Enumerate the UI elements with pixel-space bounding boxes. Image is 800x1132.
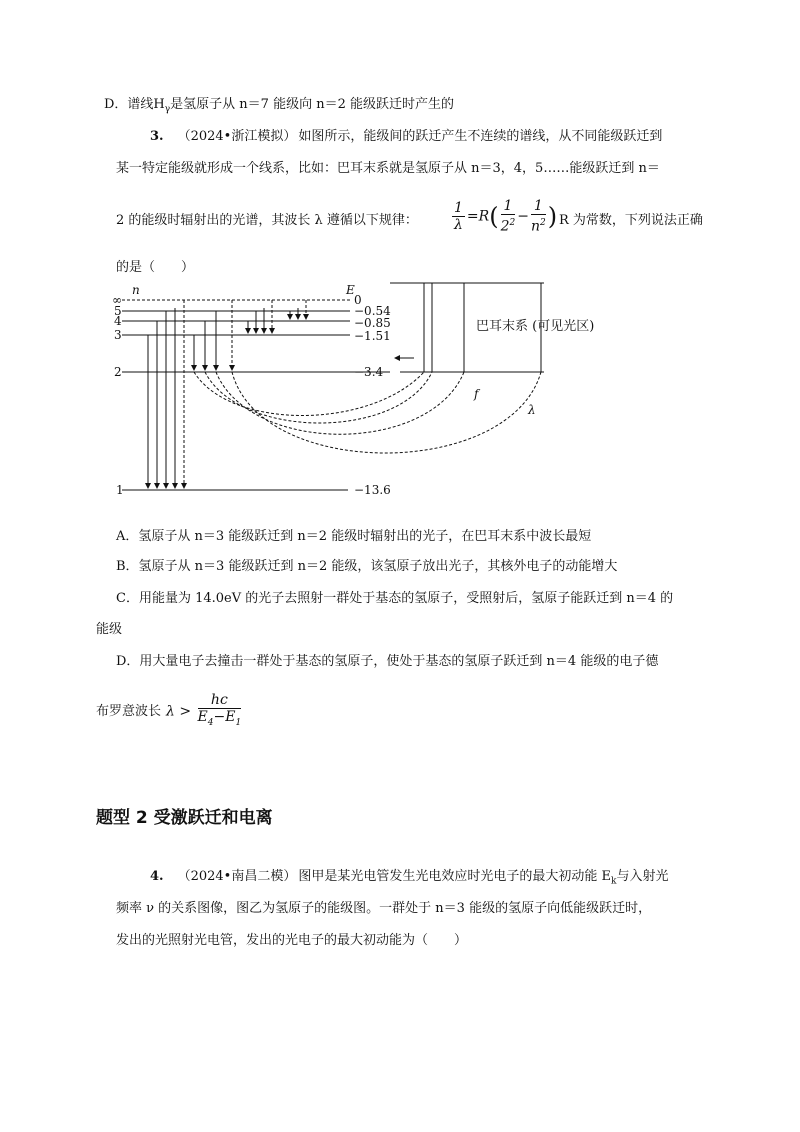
formula-rparen: ) bbox=[547, 202, 558, 231]
q4-line1-sub: k bbox=[610, 876, 617, 887]
prev-option-d bbox=[104, 96, 454, 119]
label-f: f bbox=[474, 387, 479, 401]
formula-t1-exp: 2 bbox=[509, 218, 516, 228]
d-formula-gt: > bbox=[179, 703, 192, 720]
level-e-4: −0.85 bbox=[354, 316, 391, 330]
q4-line1 bbox=[150, 868, 668, 891]
level-n-3: 3 bbox=[114, 328, 122, 342]
balmer-series-label: 巴耳末系 (可见光区) bbox=[476, 319, 595, 334]
q4-source: （2024•南昌二模） bbox=[177, 869, 297, 884]
q3-line1 bbox=[150, 128, 662, 146]
q3-option-d-tail: 布罗意波长 bbox=[96, 704, 162, 719]
q3-line3-pre: 2 的能级时辐射出的光谱，其波长 λ 遵循以下规律： bbox=[116, 213, 418, 228]
section-heading: 题型 2 受激跃迁和电离 bbox=[96, 808, 273, 828]
e-axis-label: E bbox=[346, 283, 355, 297]
formula-t1-num: 1 bbox=[501, 198, 516, 215]
d-formula-den-minus: − bbox=[213, 709, 226, 725]
formula-lhs bbox=[452, 200, 465, 233]
balmer-formula bbox=[450, 198, 557, 235]
formula-t1-base: 2 bbox=[500, 218, 510, 235]
d-formula-den-b-sub: 1 bbox=[235, 717, 242, 728]
formula-t2-exp: 2 bbox=[540, 218, 546, 228]
q3-number: 3. bbox=[150, 129, 164, 144]
formula-r: R bbox=[478, 208, 490, 225]
q4-line3: 发出的光照射光电管，发出的光电子的最大初动能为（ ） bbox=[116, 933, 468, 948]
formula-lhs-den: λ bbox=[454, 216, 463, 233]
formula-t2-base: n bbox=[530, 218, 540, 235]
energy-level-diagram bbox=[110, 280, 595, 505]
prev-option-d-prefix: D．谱线H bbox=[104, 97, 165, 112]
prev-option-d-sub: γ bbox=[164, 104, 171, 115]
n-axis-label: n bbox=[132, 283, 140, 297]
formula-lhs-num: 1 bbox=[454, 199, 463, 216]
level-n-4: 4 bbox=[114, 314, 122, 328]
q3-option-b: B．氢原子从 n＝3 能级跃迁到 n＝2 能级，该氢原子放出光子，其核外电子的动能增大 bbox=[116, 559, 618, 574]
q3-option-d: D．用大量电子去撞击一群处于基态的氢原子，使处于基态的氢原子跃迁到 n＝4 能级的电子德 bbox=[116, 654, 659, 669]
level-e-inf: 0 bbox=[354, 293, 362, 307]
d-formula-frac bbox=[198, 692, 242, 731]
q3-line3-post: R 为常数，下列说法正确 bbox=[559, 213, 703, 228]
level-n-2: 2 bbox=[114, 365, 122, 379]
q4-line2: 频率 ν 的关系图像，图乙为氢原子的能级图。一群处于 n＝3 能级的氢原子向低能级跃迁时， bbox=[116, 901, 652, 916]
prev-option-d-suffix: 是氢原子从 n＝7 能级向 n＝2 能级跃迁时产生的 bbox=[170, 97, 454, 112]
q3-option-c: C．用能量为 14.0eV 的光子去照射一群处于基态的氢原子，受照射后，氢原子能跃迁到 n＝4 的 bbox=[116, 591, 674, 606]
formula-minus: − bbox=[517, 208, 529, 225]
q3-line2: 某一特定能级就形成一个线系，比如：巴耳末系就是氢原子从 n＝3，4，5……能级跃迁到 n＝ bbox=[116, 161, 660, 176]
level-e-2: −3.4 bbox=[354, 365, 384, 379]
level-n-inf: ∞ bbox=[112, 293, 122, 307]
level-e-3: −1.51 bbox=[354, 329, 391, 343]
q3-source: （2024•浙江模拟） bbox=[177, 129, 297, 144]
debroglie-formula bbox=[166, 692, 243, 731]
q4-text-line1: 图甲是某光电管发生光电效应时光电子的最大初动能 E bbox=[298, 869, 611, 884]
formula-term2 bbox=[531, 198, 546, 235]
formula-t2-den bbox=[531, 215, 546, 235]
formula-t1-den bbox=[501, 215, 516, 235]
formula-term1 bbox=[501, 198, 516, 235]
d-formula-lambda: λ bbox=[166, 703, 175, 720]
formula-lparen: ( bbox=[489, 202, 499, 231]
level-e-5: −0.54 bbox=[354, 304, 391, 318]
level-n-1: 1 bbox=[116, 483, 124, 497]
label-lambda: λ bbox=[528, 403, 536, 417]
curve-4 bbox=[232, 372, 541, 453]
q3-line4: 的是（ ） bbox=[116, 260, 195, 275]
formula-t2-num: 1 bbox=[531, 198, 546, 215]
q3-option-c-cont: 能级 bbox=[96, 622, 123, 637]
level-e-1: −13.6 bbox=[354, 483, 391, 497]
curve-1 bbox=[194, 372, 424, 416]
q4-number: 4. bbox=[150, 869, 164, 884]
d-formula-num: hc bbox=[198, 692, 242, 709]
formula-equals: = bbox=[466, 208, 479, 225]
d-formula-den-a: E bbox=[197, 709, 208, 725]
d-formula-den-a-sub: 4 bbox=[207, 717, 214, 728]
q3-option-a: A．氢原子从 n＝3 能级跃迁到 n＝2 能级时辐射出的光子，在巴耳末系中波长最短 bbox=[116, 529, 592, 544]
q4-line1-post: 与入射光 bbox=[616, 869, 669, 884]
d-formula-den bbox=[198, 709, 242, 731]
q3-text-line1: 如图所示，能级间的跃迁产生不连续的谱线，从不同能级跃迁到 bbox=[298, 129, 663, 144]
level-n-5: 5 bbox=[114, 304, 122, 318]
d-formula-den-b: E bbox=[225, 709, 236, 725]
